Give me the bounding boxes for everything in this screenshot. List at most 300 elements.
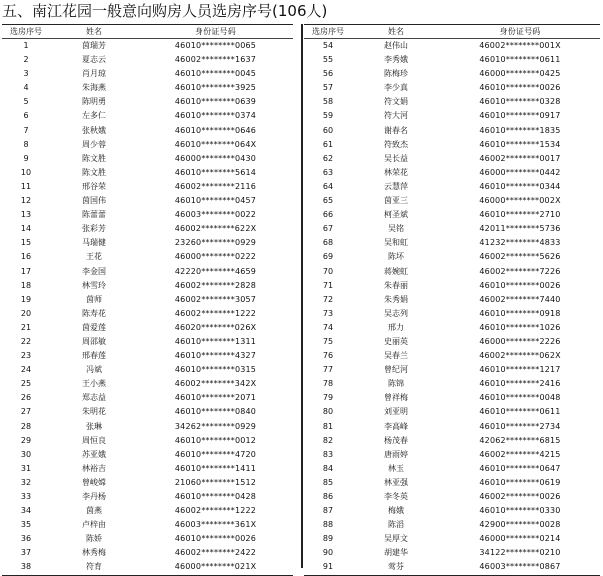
cell-id: 46002********0017 <box>479 153 561 163</box>
table-row <box>304 53 600 67</box>
cell-number: 24 <box>20 365 32 375</box>
cell-number: 23 <box>20 351 32 361</box>
table-row <box>304 321 600 335</box>
table-row <box>304 363 600 377</box>
table-header <box>304 25 600 39</box>
cell-id: 46000********0222 <box>174 252 257 262</box>
cell-name: 马瑞健 <box>82 238 106 248</box>
table-row <box>304 194 600 208</box>
cell-name: 周恒良 <box>82 435 106 445</box>
cell-name: 吴铭 <box>388 224 404 234</box>
table-row <box>304 349 600 363</box>
cell-id: 46003********0022 <box>174 210 257 220</box>
cell-id: 46000********0442 <box>479 167 561 177</box>
cell-id: 21060********1512 <box>174 477 257 487</box>
cell-id: 46002********1222 <box>174 308 257 318</box>
cell-id: 42011********5736 <box>479 224 561 234</box>
cell-name: 周邵敏 <box>82 336 106 346</box>
table-row <box>304 95 600 109</box>
table-row <box>2 391 293 405</box>
cell-number: 31 <box>20 463 32 473</box>
cell-number: 25 <box>20 379 32 389</box>
cell-name: 李少真 <box>384 83 408 93</box>
table-row <box>2 335 293 349</box>
table-row <box>2 420 293 434</box>
cell-id: 46002********5626 <box>479 252 561 262</box>
cell-id: 46010********0026 <box>479 280 561 290</box>
cell-number: 83 <box>322 449 334 459</box>
table-row <box>304 166 600 180</box>
cell-name: 陈滔 <box>388 520 404 530</box>
cell-number: 61 <box>322 139 334 149</box>
cell-name: 林秀梅 <box>82 548 106 558</box>
cell-id: 46002********342X <box>174 379 257 389</box>
cell-number: 70 <box>322 266 334 276</box>
cell-number: 79 <box>322 393 334 403</box>
cell-number: 56 <box>322 69 334 79</box>
cell-id: 46002********7440 <box>479 294 561 304</box>
cell-name: 李丹杨 <box>82 492 106 501</box>
cell-name: 曾纪河 <box>384 365 408 375</box>
cell-id: 46002********001X <box>479 41 561 50</box>
col-header-id: 身份证号码 <box>499 27 541 36</box>
cell-number: 26 <box>20 393 32 403</box>
cell-id: 46002********1222 <box>174 506 257 516</box>
cell-name: 林雪玲 <box>82 280 106 290</box>
table-row <box>304 124 600 138</box>
cell-number: 85 <box>322 477 334 487</box>
cell-number: 87 <box>322 506 334 516</box>
cell-id: 46003********0867 <box>479 562 561 572</box>
cell-number: 78 <box>322 379 334 389</box>
cell-id: 46000********0214 <box>479 534 561 544</box>
cell-id: 46002********7226 <box>479 266 561 276</box>
table-row <box>304 222 600 236</box>
cell-number: 55 <box>322 55 334 65</box>
table-row <box>304 67 600 81</box>
cell-id: 46010********4327 <box>174 351 257 361</box>
cell-number: 30 <box>20 449 32 459</box>
cell-name: 张琳 <box>86 421 102 431</box>
table-row <box>2 293 293 307</box>
col-header-id: 身份证号码 <box>195 27 236 36</box>
cell-id: 42062********6815 <box>479 435 561 445</box>
table-row <box>2 462 293 476</box>
cell-number: 57 <box>322 83 334 93</box>
cell-name: 陈文胜 <box>82 167 106 177</box>
cell-name: 邢谷荣 <box>82 181 106 191</box>
table-row <box>2 166 293 180</box>
cell-name: 陈锦 <box>388 379 404 389</box>
table-row <box>304 236 600 250</box>
table-row <box>2 321 293 335</box>
cell-number: 74 <box>322 322 334 332</box>
table-row <box>304 208 600 222</box>
cell-id: 46010********0012 <box>174 435 257 445</box>
cell-name: 郑志益 <box>82 393 106 403</box>
cell-name: 左多仁 <box>82 111 106 121</box>
table-row <box>2 250 293 264</box>
right-table <box>304 24 600 576</box>
cell-id: 46010********0048 <box>479 393 561 403</box>
cell-id: 41232********4833 <box>479 238 561 248</box>
table-row <box>2 95 293 109</box>
cell-id: 46010********0374 <box>174 111 257 121</box>
table-row <box>304 490 600 504</box>
cell-number: 28 <box>20 421 32 431</box>
table-row <box>304 138 600 152</box>
cell-id: 34122********0210 <box>479 548 561 558</box>
cell-number: 5 <box>23 97 29 107</box>
cell-id: 46010********0457 <box>174 196 257 206</box>
cell-name: 茵亚三 <box>384 196 408 206</box>
cell-name: 林荣花 <box>384 167 408 177</box>
cell-id: 46010********0045 <box>174 69 257 79</box>
cell-number: 64 <box>322 181 334 191</box>
cell-number: 14 <box>20 224 32 234</box>
cell-name: 陈梅珍 <box>384 69 408 79</box>
cell-name: 谢春名 <box>384 125 408 135</box>
cell-name: 陈寿花 <box>82 308 106 318</box>
cell-id: 46010********0026 <box>174 534 257 544</box>
cell-number: 2 <box>23 55 29 65</box>
cell-id: 46010********2071 <box>174 393 257 403</box>
cell-id: 46002********2116 <box>174 181 257 191</box>
cell-name: 李秀娥 <box>384 55 408 65</box>
cell-id: 46010********0328 <box>479 97 561 107</box>
table-row <box>2 53 293 67</box>
cell-number: 71 <box>322 280 334 290</box>
cell-id: 46010********0646 <box>174 125 257 135</box>
cell-id: 46010********0611 <box>479 55 561 65</box>
table-row <box>2 349 293 363</box>
cell-name: 李冬英 <box>384 492 408 501</box>
cell-name: 符大河 <box>384 111 408 121</box>
page-title: 五、南江花园一般意向购房人员选房序号(106人) <box>2 2 328 20</box>
table-row <box>2 546 293 560</box>
cell-number: 7 <box>23 125 29 135</box>
cell-name: 唐雨婷 <box>384 449 408 459</box>
cell-number: 8 <box>23 139 29 149</box>
cell-name: 茵师 <box>86 294 102 304</box>
cell-name: 林裕吉 <box>82 463 106 473</box>
cell-name: 陈文胜 <box>82 153 106 163</box>
cell-name: 茵瑞芳 <box>82 41 106 50</box>
cell-id: 46010********0611 <box>479 407 561 417</box>
cell-name: 李高峰 <box>384 421 408 431</box>
cell-id: 23260********0929 <box>174 238 257 248</box>
cell-id: 46010********0428 <box>174 492 257 501</box>
cell-id: 46010********0619 <box>479 477 561 487</box>
cell-name: 林玉 <box>388 463 404 473</box>
cell-name: 吴志列 <box>384 308 408 318</box>
cell-number: 59 <box>322 111 334 121</box>
cell-number: 19 <box>20 294 32 304</box>
table-row <box>2 504 293 518</box>
col-header-number: 选房序号 <box>312 27 344 36</box>
cell-id: 46000********021X <box>174 562 257 572</box>
cell-id: 46010********0918 <box>479 308 561 318</box>
cell-number: 69 <box>322 252 334 262</box>
cell-number: 54 <box>322 41 334 50</box>
table-row <box>304 462 600 476</box>
cell-number: 36 <box>20 534 32 544</box>
cell-name: 云慧萍 <box>384 181 408 191</box>
cell-name: 王花 <box>86 252 102 262</box>
cell-name: 曾峻嫦 <box>82 477 106 487</box>
cell-name: 朱海燕 <box>82 83 106 93</box>
table-row <box>2 208 293 222</box>
table-row <box>2 377 293 391</box>
cell-number: 88 <box>322 520 334 530</box>
cell-name: 胡建华 <box>384 548 408 558</box>
cell-id: 46000********002X <box>479 196 561 206</box>
cell-number: 18 <box>20 280 32 290</box>
cell-name: 苏亚娥 <box>82 449 106 459</box>
cell-number: 33 <box>20 492 32 501</box>
cell-name: 赵伟山 <box>384 41 408 50</box>
cell-name: 蒋婉虹 <box>384 266 408 276</box>
table-row <box>2 194 293 208</box>
cell-id: 46010********1217 <box>479 365 561 375</box>
table-row <box>304 81 600 95</box>
cell-name: 吴春兰 <box>384 351 408 361</box>
cell-number: 29 <box>20 435 32 445</box>
table-row <box>2 236 293 250</box>
cell-id: 46020********026X <box>174 322 257 332</box>
cell-number: 16 <box>20 252 32 262</box>
cell-number: 27 <box>20 407 32 417</box>
table-row <box>304 265 600 279</box>
cell-id: 46010********1411 <box>174 463 257 473</box>
cell-name: 李金国 <box>82 266 106 276</box>
table-row <box>2 476 293 490</box>
cell-id: 46010********1026 <box>479 322 561 332</box>
cell-id: 46000********0430 <box>174 153 257 163</box>
cell-id: 46002********0026 <box>479 492 561 501</box>
cell-id: 46010********064X <box>174 139 257 149</box>
cell-number: 3 <box>23 69 29 79</box>
col-header-name: 姓名 <box>388 27 404 36</box>
cell-name: 卢梓由 <box>82 520 106 530</box>
cell-name: 吴厚文 <box>384 534 408 544</box>
cell-number: 76 <box>322 351 334 361</box>
cell-number: 12 <box>20 196 32 206</box>
cell-number: 77 <box>322 365 334 375</box>
cell-number: 37 <box>20 548 32 558</box>
table-row <box>2 363 293 377</box>
cell-id: 46002********4215 <box>479 449 561 459</box>
cell-name: 肖月琼 <box>82 69 106 79</box>
cell-id: 34262********0929 <box>174 421 257 431</box>
cell-number: 73 <box>322 308 334 318</box>
table-row <box>304 504 600 518</box>
cell-id: 46000********0425 <box>479 69 561 79</box>
cell-name: 符致杰 <box>384 139 408 149</box>
table-row <box>2 222 293 236</box>
cell-name: 朱春丽 <box>384 280 408 290</box>
cell-name: 陈蕾蕾 <box>82 210 106 220</box>
table-row <box>2 124 293 138</box>
table-row <box>2 138 293 152</box>
table-row <box>2 532 293 546</box>
cell-id: 46010********0315 <box>174 365 257 375</box>
table-row <box>304 39 600 53</box>
table-row <box>2 39 293 53</box>
cell-number: 35 <box>20 520 32 530</box>
cell-name: 茵爱莲 <box>82 322 106 332</box>
table-row <box>2 180 293 194</box>
cell-number: 11 <box>20 181 32 191</box>
cell-number: 91 <box>322 562 334 572</box>
cell-name: 柯圣斌 <box>384 210 408 220</box>
cell-name: 陈娇 <box>86 534 102 544</box>
table-row <box>2 490 293 504</box>
cell-number: 82 <box>322 435 334 445</box>
cell-name: 陈明勇 <box>82 97 106 107</box>
cell-number: 15 <box>20 238 32 248</box>
cell-number: 60 <box>322 125 334 135</box>
cell-name: 史丽英 <box>384 336 408 346</box>
cell-name: 林亚强 <box>384 477 408 487</box>
cell-number: 4 <box>23 83 29 93</box>
cell-name: 张彩芳 <box>82 224 106 234</box>
cell-id: 46010********0065 <box>174 41 257 50</box>
table-row <box>304 434 600 448</box>
cell-number: 63 <box>322 167 334 177</box>
table-row <box>304 250 600 264</box>
cell-number: 38 <box>20 562 32 572</box>
cell-name: 茵燕 <box>86 506 102 516</box>
cell-id: 46010********0344 <box>479 181 561 191</box>
column-divider <box>301 24 303 568</box>
cell-number: 13 <box>20 210 32 220</box>
cell-name: 符育 <box>86 562 102 572</box>
cell-number: 90 <box>322 548 334 558</box>
cell-id: 46010********0026 <box>479 83 561 93</box>
cell-id: 46002********3057 <box>174 294 257 304</box>
cell-id: 46010********0330 <box>479 506 561 516</box>
table-row <box>304 377 600 391</box>
cell-number: 1 <box>23 41 29 50</box>
cell-number: 86 <box>322 492 334 501</box>
cell-name: 邢春莲 <box>82 351 106 361</box>
cell-number: 81 <box>322 421 334 431</box>
cell-id: 46002********2422 <box>174 548 257 558</box>
cell-name: 符文娟 <box>384 97 408 107</box>
cell-number: 9 <box>23 153 29 163</box>
cell-id: 46010********2416 <box>479 379 561 389</box>
table-row <box>304 420 600 434</box>
cell-id: 46002********062X <box>479 351 561 361</box>
cell-number: 10 <box>20 167 32 177</box>
table-row <box>304 405 600 419</box>
cell-number: 65 <box>322 196 334 206</box>
cell-number: 75 <box>322 336 334 346</box>
table-row <box>2 448 293 462</box>
cell-id: 46002********1637 <box>174 55 257 65</box>
cell-name: 杨茂春 <box>384 435 408 445</box>
table-row <box>2 265 293 279</box>
cell-number: 80 <box>322 407 334 417</box>
cell-name: 张秋娥 <box>82 125 106 135</box>
cell-id: 46010********2710 <box>479 210 561 220</box>
table-header <box>2 25 293 39</box>
cell-name: 王小燕 <box>82 379 106 389</box>
table-row <box>304 518 600 532</box>
cell-number: 67 <box>322 224 334 234</box>
cell-id: 46000********2226 <box>479 336 561 346</box>
cell-name: 周少蓉 <box>82 139 106 149</box>
table-row <box>304 532 600 546</box>
cell-id: 46010********2734 <box>479 421 561 431</box>
cell-id: 46010********4720 <box>174 449 257 459</box>
table-row <box>304 180 600 194</box>
cell-number: 6 <box>23 111 29 121</box>
table-row <box>304 448 600 462</box>
cell-id: 46010********3925 <box>174 83 257 93</box>
cell-name: 冯斌 <box>86 365 102 375</box>
cell-name: 曾祥梅 <box>384 393 408 403</box>
table-row <box>304 279 600 293</box>
cell-number: 89 <box>322 534 334 544</box>
cell-name: 茵国伟 <box>82 196 106 206</box>
cell-id: 46010********1835 <box>479 125 561 135</box>
table-row <box>304 109 600 123</box>
cell-name: 吴长益 <box>384 153 408 163</box>
left-table <box>2 24 293 576</box>
cell-id: 46010********1311 <box>174 336 257 346</box>
cell-number: 34 <box>20 506 32 516</box>
table-row <box>2 434 293 448</box>
cell-id: 46010********1534 <box>479 139 561 149</box>
cell-number: 62 <box>322 153 334 163</box>
cell-number: 84 <box>322 463 334 473</box>
table-row <box>2 279 293 293</box>
table-row <box>304 293 600 307</box>
cell-number: 22 <box>20 336 32 346</box>
cell-id: 46002********2828 <box>174 280 257 290</box>
table-row <box>2 307 293 321</box>
cell-name: 莺芬 <box>388 562 404 572</box>
cell-number: 72 <box>322 294 334 304</box>
cell-name: 朱明花 <box>82 407 106 417</box>
table-row <box>2 405 293 419</box>
col-header-name: 姓名 <box>86 27 102 36</box>
cell-name: 陈坏 <box>388 252 404 262</box>
cell-id: 46010********0639 <box>174 97 257 107</box>
cell-name: 刘亚明 <box>384 407 408 417</box>
cell-name: 吴和虹 <box>384 238 408 248</box>
cell-number: 58 <box>322 97 334 107</box>
cell-id: 46002********622X <box>174 224 257 234</box>
cell-id: 42220********4659 <box>174 266 257 276</box>
table-row <box>304 546 600 560</box>
table-row <box>304 152 600 166</box>
cell-id: 46010********0917 <box>479 111 561 121</box>
table-row <box>2 518 293 532</box>
cell-number: 66 <box>322 210 334 220</box>
table-row <box>304 335 600 349</box>
cell-id: 46003********361X <box>174 520 257 530</box>
cell-id: 46010********0647 <box>479 463 561 473</box>
col-header-number: 选房序号 <box>10 27 42 36</box>
table-row <box>2 67 293 81</box>
table-row <box>2 109 293 123</box>
cell-name: 梅娥 <box>388 506 404 516</box>
cell-number: 21 <box>20 322 32 332</box>
cell-number: 17 <box>20 266 32 276</box>
